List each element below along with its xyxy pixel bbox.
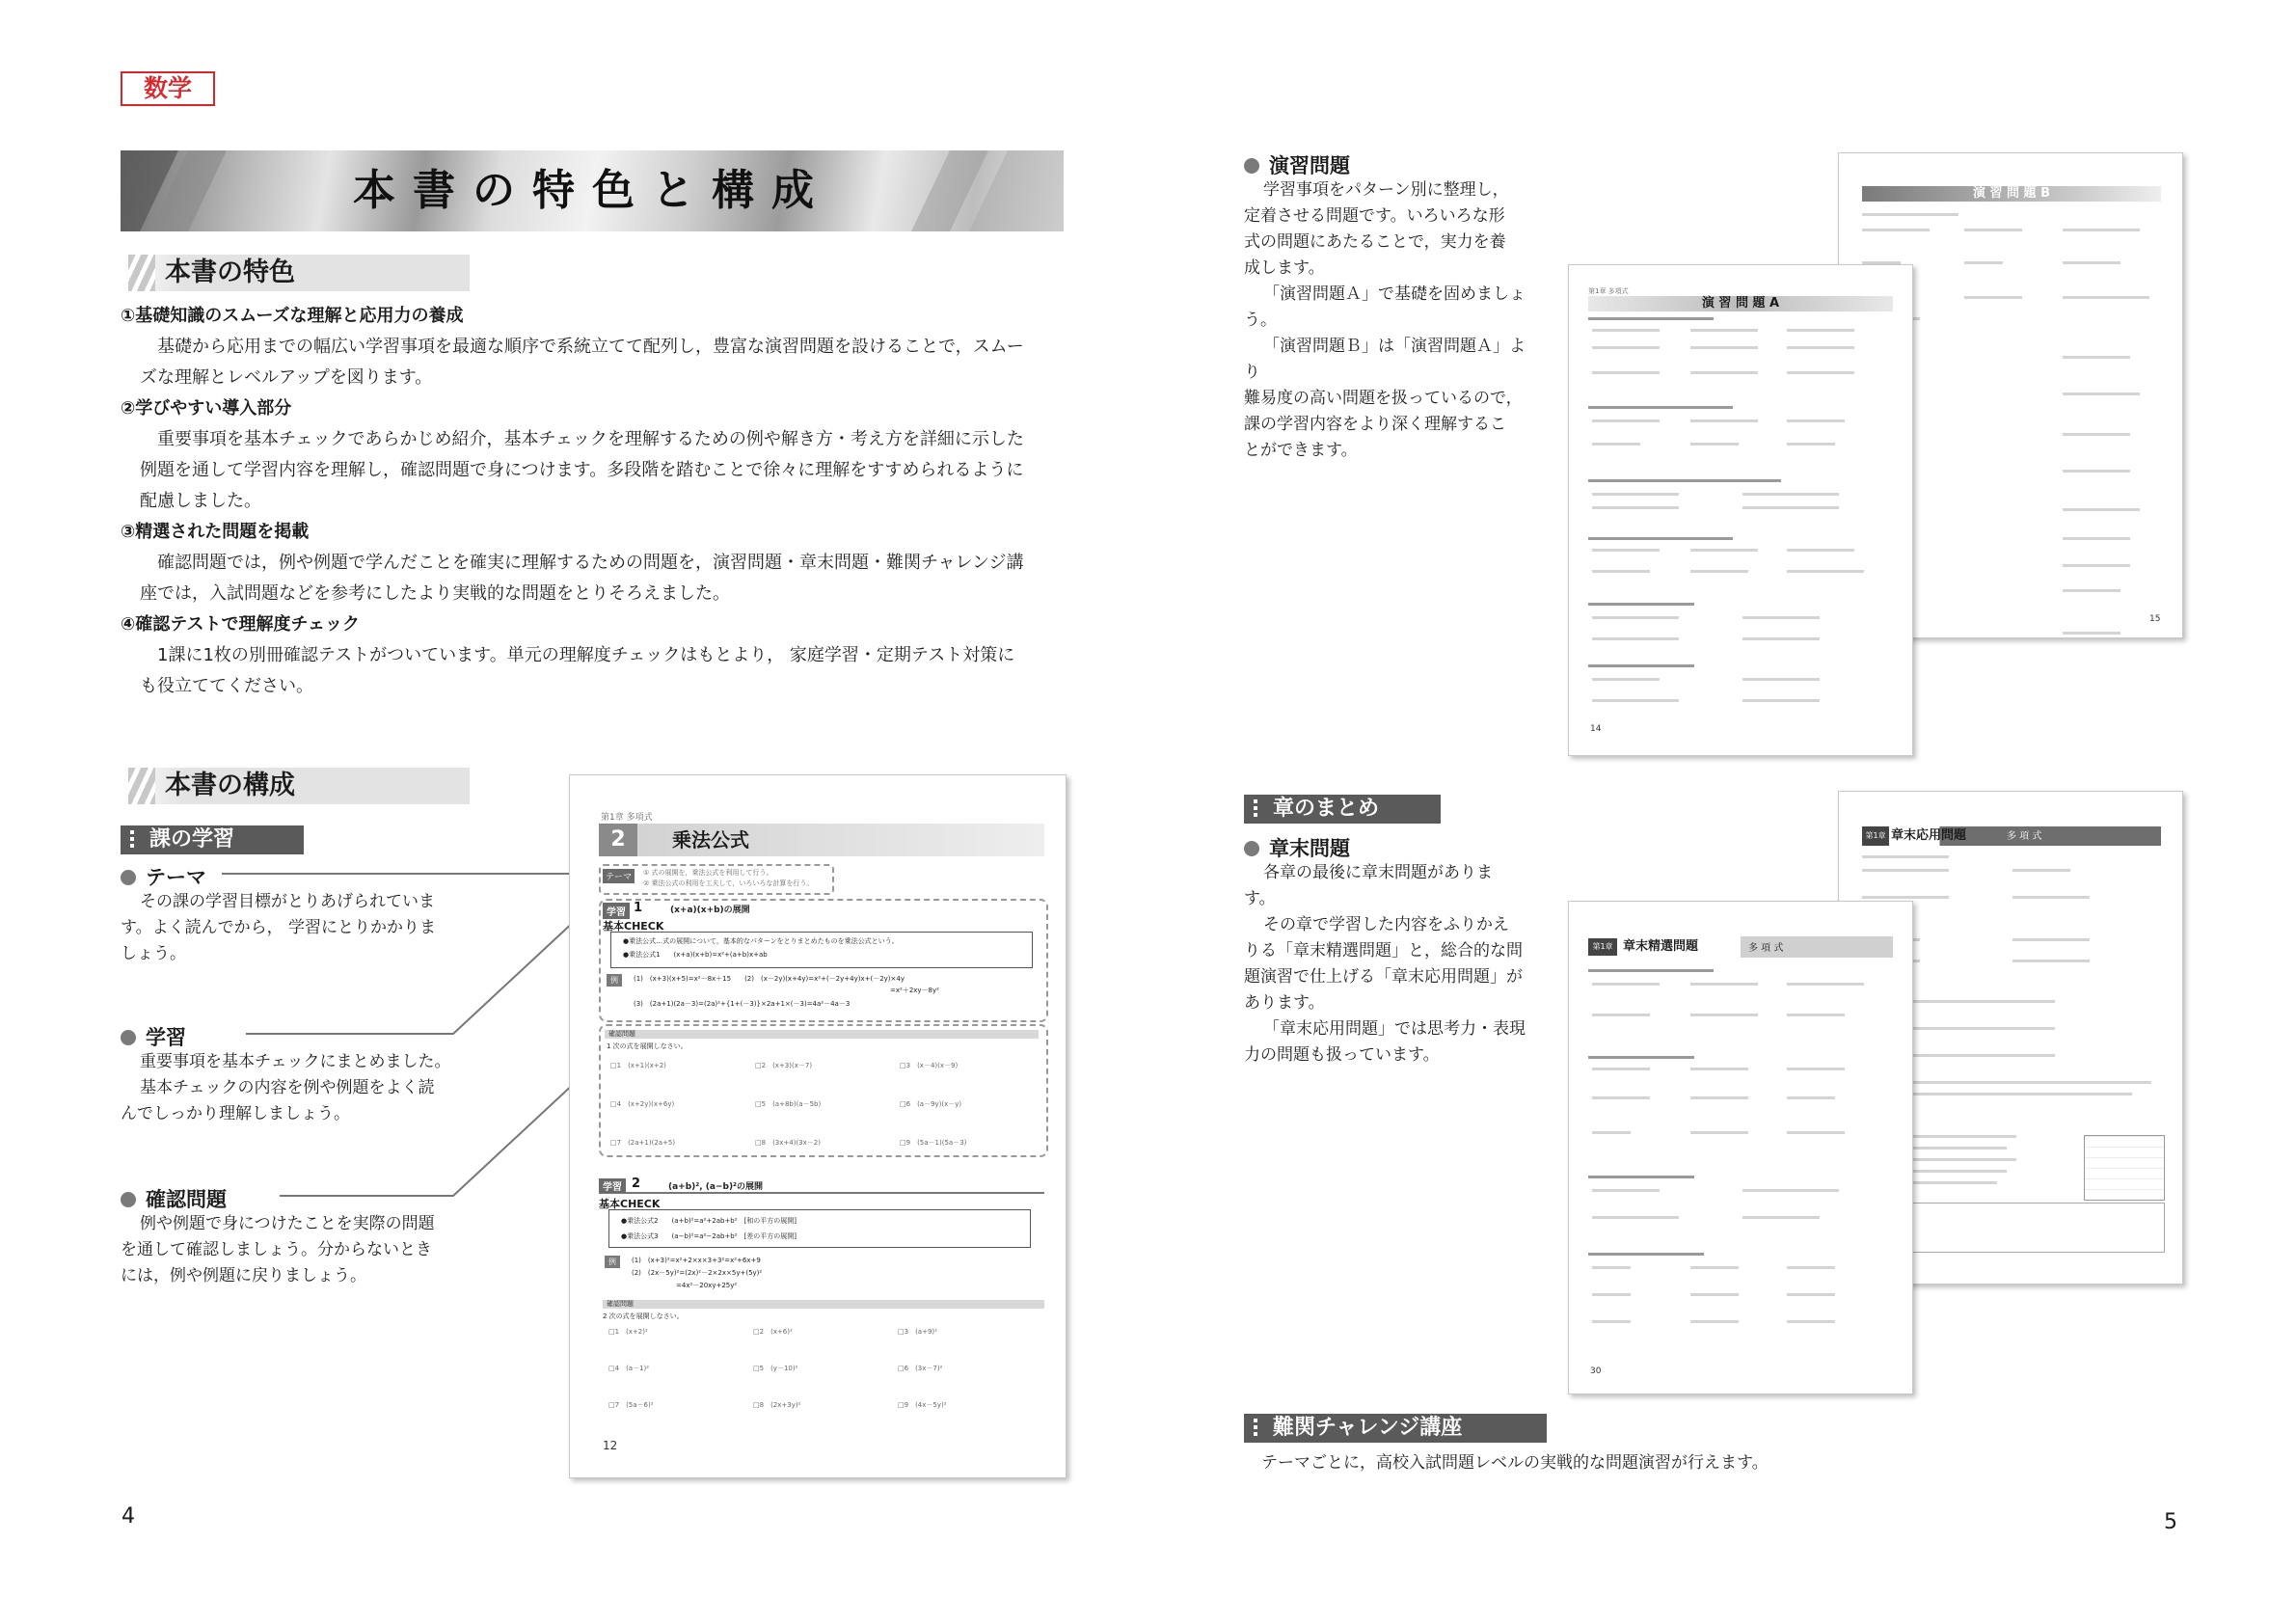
- thumb-apply-calendar: [2084, 1135, 2165, 1201]
- sample-check-bar: [605, 1030, 1039, 1039]
- challenge-label: 難関チャレンジ講座: [1244, 1414, 1547, 1443]
- feature-1-line-2: ズな理解とレベルアップを図ります。: [140, 367, 433, 388]
- feature-3-line-1: 確認問題では，例や例題で学んだことを確実に理解するための問題を，演習問題・章末問題・難関チャレンジ講: [157, 553, 1024, 573]
- features-heading: 本書の特色: [121, 255, 470, 291]
- thumb-select-chapter-tag: 第1章: [1588, 938, 1617, 956]
- theme-head: テーマ: [121, 862, 206, 891]
- bullet-dot-icon: [1244, 158, 1259, 174]
- sample-check1-item: □3 (x－4)(x－9): [900, 1062, 959, 1069]
- study-head: 学習: [121, 1022, 186, 1051]
- chapter-summary-label: 章のまとめ: [1244, 795, 1441, 824]
- sample-study1-box: [599, 899, 1048, 1022]
- thumb-select-header: [1588, 936, 1893, 958]
- structure-heading: 本書の構成: [121, 768, 470, 804]
- study-line-2: 基本チェックの内容を例や例題をよく読: [140, 1078, 435, 1097]
- sample-ex-tag-2: 例: [605, 1256, 620, 1268]
- feature-4-line-1: 1課に1枚の別冊確認テストがついています。単元の理解度チェックはもとより， 家庭学習・定期テスト対策に: [157, 645, 1015, 665]
- sample-formula3: ●乗法公式3 (a−b)²=a²−2ab+b² [差の平方の展開]: [621, 1232, 797, 1240]
- sample-lesson-page: [569, 774, 1067, 1478]
- chapter-problems-head: 章末問題: [1244, 833, 1350, 862]
- sample-ex1: (1) (x+3)(x+5)=x²－8x＋15 (2) (x－2y)(x+4y)=x²+(－2y+4y)x+(－2y)×4y: [634, 975, 905, 983]
- practice-line-6: う。: [1244, 311, 1277, 330]
- sample-check-tag-2: 確認問題: [607, 1300, 634, 1308]
- sample-theme-box: [599, 864, 834, 895]
- sample-check2-item: □1 (x+2)²: [608, 1328, 648, 1336]
- sample-theme-tag: テーマ: [603, 869, 635, 883]
- feature-2-line-3: 配慮しました。: [140, 491, 261, 511]
- feature-1-line-1: 基礎から応用までの幅広い学習事項を最適な順序で系統立てて配列し，豊富な演習問題を設けることで，スムー: [157, 337, 1024, 357]
- sample-study2-tag: 学習: [599, 1178, 626, 1193]
- thumb-apply-sub: 多 項 式: [2007, 831, 2042, 842]
- sample-ex2: (3) (2a+1)(2a－3)=(2a)²+{1+(－3)}×2a+1×(－3)=4a²－4a－3: [634, 1000, 851, 1008]
- sample-check2-head: 2 次の式を展開しなさい。: [603, 1312, 684, 1320]
- sample-lesson-no: 2: [599, 824, 637, 856]
- thumb-apply-title: 章末応用問題: [1891, 828, 1967, 843]
- feature-3-line-2: 座では，入試問題などを参考にしたより実戦的な問題をとりそろえました。: [140, 583, 730, 604]
- thumb-a-chapter: 第1章 多項式: [1588, 287, 1629, 295]
- thumb-a-title: 演 習 問 題 A: [1701, 296, 1780, 311]
- sample-check1-box: [599, 1024, 1048, 1157]
- thumb-b-header: [1862, 186, 2161, 202]
- chapter-line-4: りる「章末精選問題」と，総合的な問: [1244, 941, 1523, 960]
- bullet-dot-icon: [1244, 841, 1259, 856]
- check-line-1: 例や例題で身につけたことを実際の問題: [140, 1214, 435, 1233]
- thumb-practice-a: [1568, 264, 1913, 756]
- sample-check1-item: □5 (a+8b)(a－5b): [755, 1100, 822, 1108]
- sample-study2-no: 2: [632, 1177, 641, 1191]
- feature-2-line-1: 重要事項を基本チェックであらかじめ紹介，基本チェックを理解するための例や解き方・考え方を詳細に示した: [157, 429, 1024, 449]
- feature-4-line-2: も役立ててください。: [140, 676, 313, 696]
- sample-ex-tag: 例: [607, 974, 622, 987]
- sample-check2-item: □5 (y－10)²: [753, 1365, 798, 1372]
- thumb-b-page: 15: [2149, 614, 2161, 624]
- sample-theme-line-2: ② 乗法公式の利用を工夫して，いろいろな計算を行う。: [643, 879, 814, 887]
- sample-check2-item: □2 (x+6)²: [753, 1328, 793, 1336]
- sample-check-bar-2: [603, 1300, 1044, 1309]
- practice-line-1: 学習事項をパターン別に整理し，: [1263, 180, 1509, 200]
- practice-line-5: 「演習問題Ａ」で基礎を固めましょ: [1263, 284, 1526, 304]
- sample-ex3: (1) (x+3)²=x²+2×x×3+3²=x²+6x+9: [632, 1257, 761, 1264]
- sample-kihon-2: 基本CHECK: [599, 1198, 661, 1210]
- sample-study2-title: (a+b)², (a−b)²の展開: [668, 1182, 764, 1192]
- thumb-select-page: 30: [1590, 1366, 1602, 1376]
- sample-kihon: 基本CHECK: [603, 920, 664, 933]
- sample-check1-item: □8 (3x+4)(3x－2): [755, 1139, 821, 1147]
- lesson-label: 課の学習: [121, 825, 304, 854]
- check-head: 確認問題: [121, 1184, 227, 1213]
- sample-check1-item: □6 (a－9y)(x－y): [900, 1100, 962, 1108]
- sample-ex1b: =x²＋2xy－8y²: [890, 987, 939, 994]
- sample-formula1: ●乗法公式1 (x+a)(x+b)=x²+(a+b)x+ab: [623, 951, 768, 959]
- practice-line-9: 課の学習内容をより深く理解するこ: [1244, 415, 1506, 434]
- sample-lesson-title: 乗法公式: [672, 828, 749, 852]
- practice-line-4: 成します。: [1244, 258, 1325, 278]
- practice-line-2: 定着させる問題です。いろいろな形: [1244, 206, 1505, 226]
- sample-check2-item: □7 (5a－6)²: [608, 1401, 654, 1409]
- practice-line-10: とができます。: [1244, 441, 1358, 460]
- page-title: 本書の特色と構成: [353, 166, 831, 215]
- sample-formula2-box: [608, 1209, 1031, 1248]
- sample-lesson-header: [599, 824, 1044, 856]
- study-line-1: 重要事項を基本チェックにまとめました。: [140, 1052, 451, 1071]
- thumb-a-page: 14: [1590, 724, 1602, 734]
- sample-check-tag: 確認問題: [608, 1030, 635, 1038]
- thumb-a-header: [1588, 296, 1893, 311]
- sample-ex4: (2) (2x－5y)²=(2x)²－2×2x×5y+(5y)²: [632, 1269, 763, 1277]
- sample-formula-note: ●乗法公式…式の展開について，基本的なパターンをとりまとめたものを乗法公式という。: [623, 937, 899, 945]
- chapter-line-6: あります。: [1244, 993, 1325, 1013]
- practice-desc: [1244, 177, 1533, 464]
- sample-check2-item: □8 (2x+3y)²: [753, 1401, 801, 1409]
- check-line-2: を通して確認しましょう。分からないとき: [121, 1240, 432, 1259]
- sample-formula-box: [610, 932, 1033, 968]
- sample-page-num: 12: [603, 1439, 618, 1452]
- practice-line-8: 難易度の高い問題を扱っているので，: [1244, 389, 1523, 408]
- chapter-line-8: 力の問題も扱っています。: [1244, 1045, 1440, 1065]
- thumb-select-title: 章末精選問題: [1623, 939, 1699, 954]
- thumb-select-sub: 多 項 式: [1748, 943, 1784, 954]
- chapter-line-7: 「章末応用問題」では思考力・表現: [1263, 1019, 1526, 1039]
- sample-check1-item: □4 (x+2y)(x+6y): [610, 1100, 675, 1108]
- chapter-line-3: その章で学習した内容をふりかえ: [1263, 915, 1509, 934]
- thumb-chapter-select: [1568, 901, 1913, 1394]
- challenge-desc: テーマごとに，高校入試問題レベルの実戦的な問題演習が行えます。: [1261, 1453, 1769, 1473]
- sample-study2-header: [599, 1178, 1044, 1194]
- sample-check1-item: □9 (5a－1)(5a－3): [900, 1139, 967, 1147]
- thumb-b-title: 演 習 問 題 B: [1972, 186, 2050, 201]
- sample-check1-item: □7 (2a+1)(2a+5): [610, 1139, 676, 1147]
- theme-line-1: その課の学習目標がとりあげられていま: [140, 892, 435, 911]
- sample-check2-item: □4 (a－1)²: [608, 1365, 650, 1372]
- sample-ex4b: =4x²－20xy+25y²: [676, 1282, 738, 1289]
- sample-chapter: 第1章 多項式: [601, 813, 653, 823]
- feature-3-head: ③精選された問題を掲載: [121, 522, 310, 542]
- sample-check2-item: □3 (a+9)²: [898, 1328, 937, 1336]
- thumb-apply-header: [1862, 826, 2161, 846]
- feature-1-head: ①基礎知識のスムーズな理解と応用力の養成: [121, 306, 464, 326]
- sample-study1-title: (x+a)(x+b)の展開: [670, 906, 750, 915]
- practice-line-3: 式の問題にあたることで，実力を養: [1244, 232, 1506, 252]
- sample-formula2: ●乗法公式2 (a+b)²=a²+2ab+b² [和の平方の展開]: [621, 1217, 797, 1225]
- theme-line-3: しょう。: [121, 944, 186, 963]
- subject-tag: 数学: [121, 71, 215, 106]
- study-line-3: んでしっかり理解しましょう。: [121, 1104, 350, 1123]
- left-page-number: 4: [122, 1504, 135, 1528]
- right-page-number: 5: [2164, 1510, 2177, 1534]
- sample-check1-head: 1 次の式を展開しなさい。: [607, 1042, 688, 1050]
- sample-study1-no: 1: [634, 901, 643, 915]
- chapter-line-5: 題演習で仕上げる「章末応用問題」が: [1244, 967, 1523, 987]
- chapter-line-1: 各章の最後に章末問題がありま: [1263, 863, 1493, 882]
- chapter-problems-desc: [1244, 860, 1533, 1068]
- practice-head: 演習問題: [1244, 150, 1350, 179]
- chapter-line-2: す。: [1244, 889, 1276, 908]
- feature-2-head: ②学びやすい導入部分: [121, 398, 292, 419]
- sample-check1-item: □2 (x+3)(x－7): [755, 1062, 813, 1069]
- sample-theme-line-1: ① 式の展開を，乗法公式を利用して行う。: [643, 869, 773, 877]
- sample-study1-tag: 学習: [603, 903, 630, 919]
- practice-line-7: 「演習問題Ｂ」は「演習問題Ａ」より: [1244, 337, 1526, 382]
- check-line-3: には，例や例題に戻りましょう。: [121, 1266, 366, 1285]
- theme-line-2: す。よく読んでから， 学習にとりかかりま: [121, 918, 437, 937]
- sample-check2-item: □6 (3x－7)²: [898, 1365, 943, 1372]
- sample-check1-item: □1 (x+1)(x+2): [610, 1062, 666, 1069]
- feature-2-line-2: 例題を通して学習内容を理解し，確認問題で身につけます。多段階を踏むことで徐々に理解をすすめられるように: [140, 460, 1024, 480]
- feature-4-head: ④確認テストで理解度チェック: [121, 614, 360, 635]
- sample-check2-item: □9 (4x－5y)²: [898, 1401, 947, 1409]
- thumb-apply-chapter-tag: 第1章: [1862, 826, 1889, 846]
